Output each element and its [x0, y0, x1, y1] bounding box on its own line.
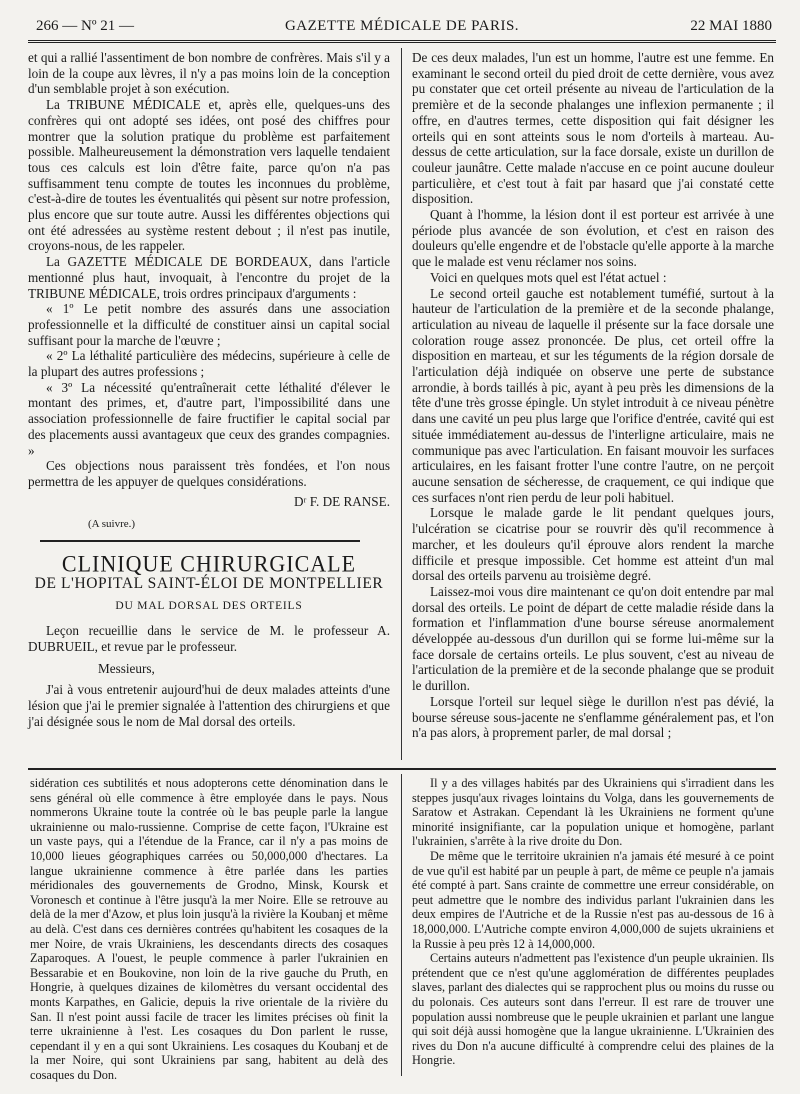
- paragraph: « 3º La nécessité qu'entraînerait cette léthalité d'élever le montant des primes, et, d'autre part, l'impossibilité dans une association professionnelle de faire fructifier le capital social par des placements aussi avantageux que ceux des grandes compagnies. »: [28, 379, 390, 458]
- paragraph: De ces deux malades, l'un est un homme, l'autre est une femme. En examinant le second orteil du pied droit de cette dernière, vous avez pu constater que cet orteil présente au niveau de l'articulation de la première et de la seconde phalanges une inflexion permanente ; il offre, en d'autres termes, cette disposition qui fait désigner les orteils qui en sont atteints sous le nom d'orteils à marteau. Au-dessus de cette articulation, sur la face dorsale, existe un durillon de couleur jaunâtre. Cette malade n'accuse en ce point aucune douleur particulière, et c'est tout à fait par hasard que j'ai constaté cette disposition.: [412, 50, 774, 207]
- paragraph: Le second orteil gauche est notablement tuméfié, surtout à la hauteur de l'articulation de la première et de la seconde phalange, articulation au niveau de laquelle il présente sur la face dorsale une coloration rouge assez prononcée. De plus, cet orteil offre la disposition en marteau, et sur les téguments de la région dorsale de l'articulation déjà indiquée on observe une perte de substance arrondie, à bords taillés à pic, ayant à peu près les dimensions de la tête d'une très grosse épingle. Un stylet introduit à ce niveau pénètre dans une cavité un peu plus large que l'orifice d'entrée, cavité qui est située immédiatement au-dessus de l'interligne articulaire, mais ne communique pas avec l'articulation. En faisant mouvoir les surfaces articulaires, en les faisant frotter l'une contre l'autre, on ne perçoit aucune sensation de sécheresse, de craquement, ce qui indique que ces surfaces n'ont rien perdu de leur poli habituel.: [412, 285, 774, 505]
- paragraph: Lorsque le malade garde le lit pendant quelques jours, l'ulcération se cicatrise pour se rouvrir dès qu'il recommence à marcher, et les douleurs qu'il éprouve alors rendent la marche difficile et presque impossible. Cet homme est atteint d'un mal dorsal des orteils parvenu au troisième degré.: [412, 505, 774, 584]
- author-signature: Dʳ F. DE RANSE.: [294, 493, 390, 509]
- section-topic: DU MAL DORSAL DES ORTEILS: [115, 600, 303, 613]
- feuilleton-rule: [28, 768, 776, 770]
- section-title: CLINIQUE CHIRURGICALE: [61, 550, 357, 577]
- column-top-right: [412, 50, 774, 741]
- column-bottom-left: [30, 776, 388, 1082]
- paragraph: De même que le territoire ukrainien n'a jamais été mesuré à ce point de vue qu'il est habité par un peuple à part, de même ce peuple n'a jamais été compté à part. Sans crainte de commettre une erreur considérable, on peut admettre que le nombre des individus parlant l'ukrainien dans les deux empires de l'Autriche et de la Russie n'est pas au-dessous de 16 à 18,000,000. L'Autriche compte environ 4,000,000 de sujets ukrainiens et la Russie à peu près 12 à 14,000,000.: [412, 848, 774, 951]
- paragraph: Voici en quelques mots quel est l'état actuel :: [430, 269, 667, 285]
- paragraph: La TRIBUNE MÉDICALE et, après elle, quelques-uns des confrères qui ont adopté ses idées, ont posé des chiffres pour montrer que la solution pratique du problème est parfaitement possible. Malheureusement la démonstration vers laquelle tendaient tous ces calculs est loin d'être faite, parce qu'on n'a pas suffisamment tenu compte de toutes les inconnues du problème, c'est-à-dire de toutes les éventualités qui pèsent sur notre profession, plus encore que sur toute autre. Aussi les différentes objections qui ont été adressées au système restent debout ; il n'est pas inutile, croyons-nous, de les rappeler.: [28, 97, 390, 254]
- paragraph: La GAZETTE MÉDICALE DE BORDEAUX, dans l'article mentionné plus haut, invoquait, à l'encontre du projet de la TRIBUNE MÉDICALE, trois ordres principaux d'arguments :: [28, 254, 390, 301]
- clinic-section: [28, 546, 390, 729]
- paragraph: Certains auteurs n'admettent pas l'existence d'un peuple ukrainien. Ils prétendent que ce n'est qu'une agglomération de différentes peuplades slaves, parlant des dialectes qui se rapprochent plus ou moins du russe ou du polonais. Ces auteurs sont dans l'erreur. Il est rare de trouver une population aussi nombreuse que le peuple ukrainien et parlant une langue qui soit déjà aussi homogène que la langue ukrainienne. L'Ukrainien des rives du Don n'a aucune difficulté à comprendre celui des plaines de la Hongrie.: [412, 951, 774, 1068]
- lecon-note: Leçon recueillie dans le service de M. le professeur A. DUBRUEIL, et revue par le professeur.: [28, 623, 390, 654]
- column-bottom-right: [412, 776, 774, 1068]
- section-divider: [40, 540, 360, 542]
- section-subtitle: DE L'HOPITAL SAINT-ÉLOI DE MONTPELLIER: [34, 574, 384, 592]
- paragraph: Lorsque l'orteil sur lequel siège le durillon n'est pas dévié, la bourse séreuse sous-jacente ne s'enflamme généralement pas, et l'on n'a pas alors, à proprement parler, de mal dorsal ;: [412, 693, 774, 741]
- paragraph: et qui a rallié l'assentiment de bon nombre de confrères. Mais s'il y a loin de la coupe aux lèvres, il n'y a pas moins loin de la conception d'un semblable projet à son exécution.: [28, 50, 390, 97]
- paragraph: « 2º La léthalité particulière des médecins, supérieure à celle de la plupart des autres professions ;: [28, 348, 390, 380]
- column-divider: [401, 48, 402, 760]
- paragraph: Ces objections nous paraissent très fondées, et l'on nous permettra de les appuyer de quelques considérations.: [28, 458, 390, 489]
- page-header: [28, 18, 776, 40]
- column-divider-bottom: [401, 774, 402, 1076]
- page-number: 266 — Nº 21 —: [36, 18, 134, 34]
- header-rule: [28, 40, 776, 43]
- issue-date: 22 MAI 1880: [690, 18, 772, 34]
- paragraph: Laissez-moi vous dire maintenant ce qu'on doit entendre par mal dorsal des orteils. Le point de départ de cette maladie réside dans la formation et l'inflammation d'une bourse séreuse anormalement développée au-dessous d'un durillon qui se forme lui-même sur la face dorsale de certains orteils. Le plus souvent, c'est au niveau de l'articulation de la première et de la seconde phalange que se produit le durillon.: [412, 583, 774, 694]
- to-be-continued: (A suivre.): [88, 518, 136, 531]
- column-top-left: [28, 50, 390, 533]
- paragraph: Quant à l'homme, la lésion dont il est porteur est arrivée à une période plus avancée de son évolution, et c'est en raison des douleurs qu'elle engendre et de l'obstacle qu'elle apporte à la marche que le malade est venu réclamer nos soins.: [412, 207, 774, 270]
- salutation: Messieurs,: [98, 660, 155, 676]
- paragraph: Il y a des villages habités par des Ukrainiens qui s'irradient dans les steppes jusqu'aux rivages lointains du Volga, dans les gouvernements de Saratow et Astrakan. Cependant là les Ukrainiens ne forment qu'une minorité insignifiante, car la population unique et homogène, parlant l'ukrainien, s'arrête à la rive droite du Don.: [412, 776, 774, 849]
- journal-title: GAZETTE MÉDICALE DE PARIS.: [284, 18, 520, 34]
- paragraph: J'ai à vous entretenir aujourd'hui de deux malades atteints d'une lésion que j'ai le premier signalée à l'attention des chirurgiens et que j'ai désignée sous le nom de Mal dorsal des orteils.: [28, 682, 390, 729]
- paragraph: sidération ces subtilités et nous adopterons cette dénomination dans le sens général où elle commence à être employée dans le pays. Nous nommerons Ukraine toute la contrée où le bas peuple parle la langue ukrainienne ou malo-russienne. Comprise de cette façon, l'Ukraine est un vaste pays, qui a l'étendue de la France, car il n'y a pas moins de 10,000 lieues géographiques carrées ou 50,000,000 d'hectares. La langue ukrainienne commence à être parlée dans les parties méridionales des gouvernements de Grodno, Minsk, Koursk et Voronesch et continue à l'être jusqu'à la mer Noire. Elle se retrouve au delà de la mer d'Azow, et plus loin jusqu'à la rivière la Koubanj et même au delà. C'est dans ces dernières contrées qu'habitent les cosaques de la mer Noire, de vrais Ukrainiens, les descendants directs des cosaques Zaparoques. A l'ouest, le peuple commence à parler l'ukrainien en Bessarabie et en Boukovine, non loin de la rive gauche du Pruth, en Hongrie, à quelques dizaines de kilomètres du versant occidental des monts Karpathes, en Galicie, depuis la rive orientale de la rivière du San. Il n'est point aussi facile de tracer les limites précises où finit la terre ukrainienne à l'est. Les cosaques du Don parlent le russe, cependant il y en a qui sont Ukrainiens. Les cosaques du Koubanj et de la mer Noire, qui sont Ukrainiens par sang, habitent au delà des cosaques du Don.: [30, 776, 388, 1082]
- paragraph: « 1º Le petit nombre des assurés dans une association professionnelle et la difficulté de constituer ainsi un capital social suffisant pour la marche de l'œuvre ;: [28, 301, 390, 348]
